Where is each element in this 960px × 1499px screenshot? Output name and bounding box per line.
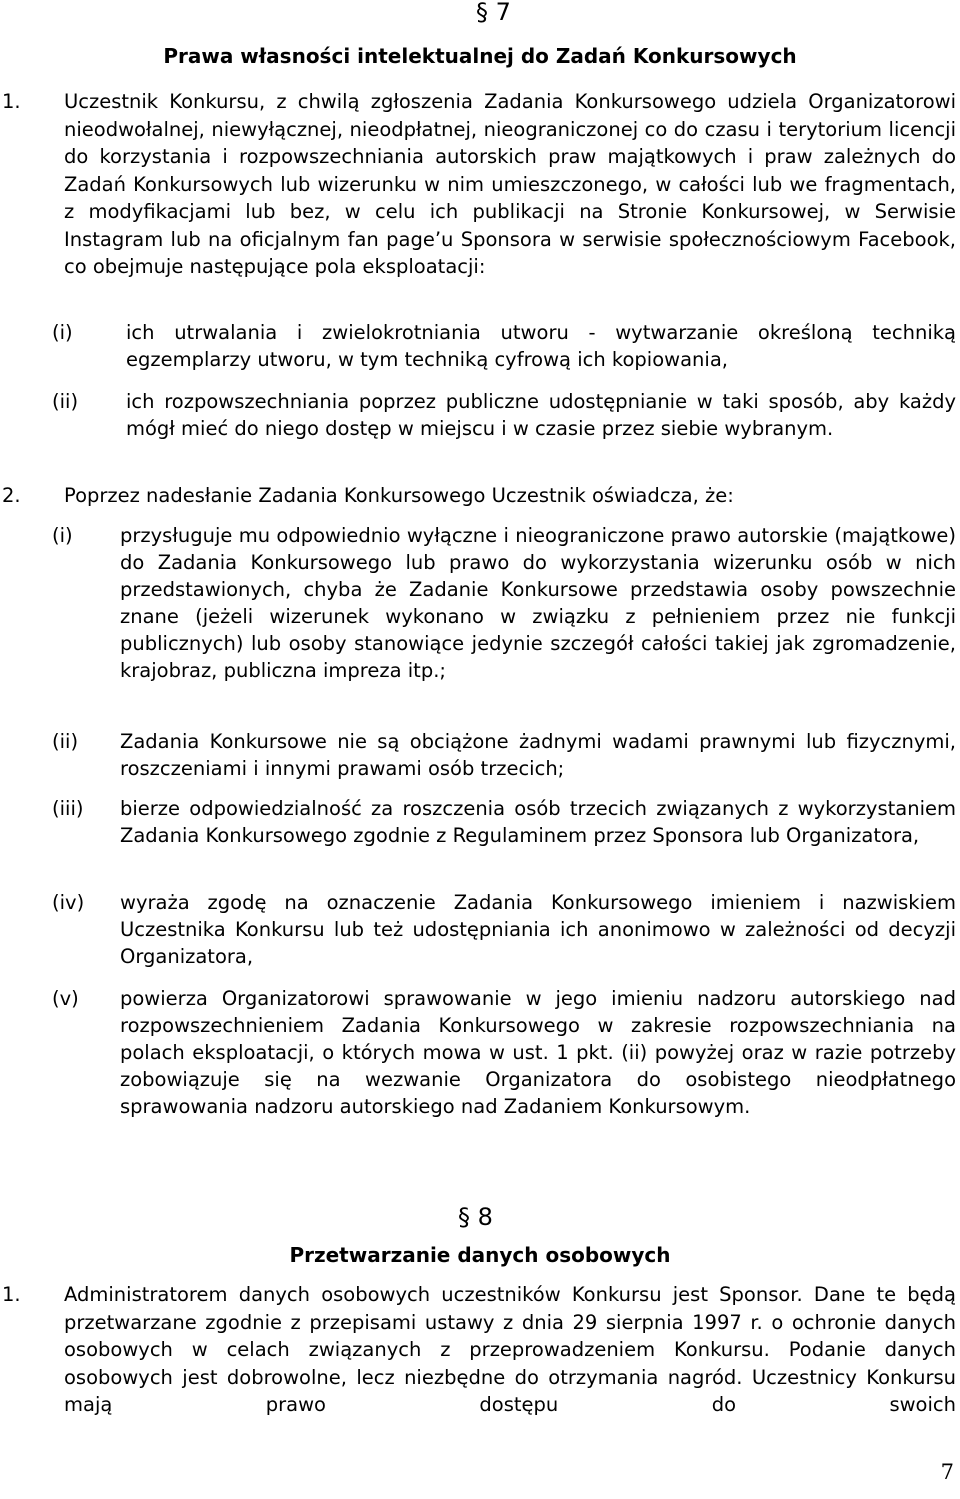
- paragraph-number: 1.: [2, 90, 21, 113]
- section-8-symbol: § 8: [458, 1203, 493, 1231]
- section-8-title: Przetwarzanie danych osobowych: [289, 1243, 671, 1267]
- item-label: (v): [52, 987, 79, 1010]
- section-7-symbol: § 7: [476, 0, 511, 26]
- item-text: ich utrwalania i zwielokrotniania utworu - wytwarzanie określoną techniką egzemplarzy utworu, w tym techniką cyfrową ich kopiowania,: [126, 321, 956, 371]
- item-text: przysługuje mu odpowiednio wyłączne i nieograniczone prawo autorskie (majątkowe) do Zadania Konkursowego lub prawo do wykorzystania wizerunku osób w nich przedstawionych, chyba że Zadanie Konkursowe przedstawia osoby powszechnie znane (jeżeli wizerunek wykonano w związku z pełnieniem przez nie funkcji publicznych) lub osoby stanowiące jedynie szczegół całości takiej jak zgromadzenie, krajobraz, publiczna impreza itp.;: [120, 524, 956, 682]
- item-label: (i): [52, 524, 73, 547]
- paragraph-text: Administratorem danych osobowych uczestników Konkursu jest Sponsor. Dane te będą przetwarzane zgodnie z przepisami ustawy z dnia 29 sierpnia 1997 r. o ochronie danych osobowych w celach związanych z przeprowadzeniem Konkursu. Podanie danych osobowych jest dobrowolne, lecz niezbędne do otrzymania nagród. Uczestnicy Konkursu mają prawo dostępu do swoich: [64, 1283, 956, 1416]
- item-text: bierze odpowiedzialność za roszczenia osób trzecich związanych z wykorzystaniem Zadania Konkursowego zgodnie z Regulaminem przez Sponsora lub Organizatora,: [120, 797, 956, 847]
- item-label: (iii): [52, 797, 84, 820]
- paragraph-number: 1.: [2, 1283, 21, 1306]
- item-text: Zadania Konkursowe nie są obciążone żadnymi wadami prawnymi lub fizycznymi, roszczeniami i innymi prawami osób trzecich;: [120, 730, 956, 780]
- item-text: powierza Organizatorowi sprawowanie w jego imieniu nadzoru autorskiego nad rozpowszechnieniem Zadania Konkursowego w zakresie rozpowszechniania na polach eksploatacji, o których mowa w ust. 1 pkt. (ii) powyżej oraz w razie potrzeby zobowiązuje się na wezwanie Organizatora do osobistego nieodpłatnego sprawowania nadzoru autorskiego nad Zadaniem Konkursowym.: [120, 987, 956, 1118]
- paragraph-number: 2.: [2, 484, 21, 507]
- paragraph-text: Poprzez nadesłanie Zadania Konkursowego Uczestnik oświadcza, że:: [64, 484, 734, 507]
- item-label: (iv): [52, 891, 85, 914]
- paragraph-text: Uczestnik Konkursu, z chwilą zgłoszenia Zadania Konkursowego udziela Organizatorowi nieodwołalnej, niewyłącznej, nieodpłatnej, nieograniczonej co do czasu i terytorium licencji do korzystania i rozpowszechniania autorskich praw majątkowych i praw zależnych do Zadań Konkursowych lub wizerunku w nim umieszczonego, w całości lub we fragmentach, z modyfikacjami lub bez, w celu ich publikacji na Stronie Konkursowej, w Serwisie Instagram lub na oficjalnym fan page’u Sponsora w serwisie społecznościowym Facebook, co obejmuje następujące pola eksploatacji:: [64, 90, 956, 278]
- item-text: wyraża zgodę na oznaczenie Zadania Konkursowego imieniem i nazwiskiem Uczestnika Konkursu lub też udostępniania ich anonimowo w zależności od decyzji Organizatora,: [120, 891, 956, 968]
- item-label: (ii): [52, 730, 79, 753]
- section-7-title: Prawa własności intelektualnej do Zadań Konkursowych: [163, 44, 797, 68]
- item-text: ich rozpowszechniania poprzez publiczne udostępnianie w taki sposób, aby każdy mógł mieć do niego dostęp w miejscu i w czasie przez siebie wybranym.: [126, 390, 956, 440]
- item-label: (ii): [52, 390, 79, 413]
- page-number: 7: [940, 1460, 954, 1484]
- item-label: (i): [52, 321, 73, 344]
